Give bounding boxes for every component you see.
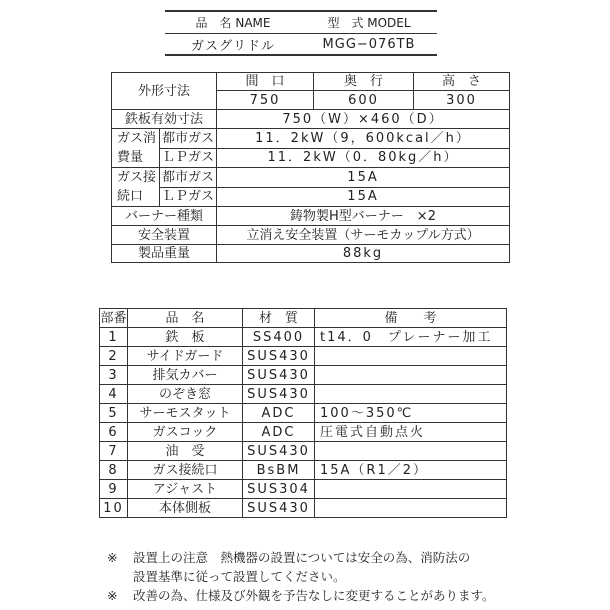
burner-label: バーナー種類: [112, 207, 217, 226]
plate-value: 750（W）×460（D）: [217, 110, 510, 129]
weight-label: 製品重量: [112, 245, 217, 263]
note-mark: ※: [107, 588, 118, 603]
table-row: [100, 385, 507, 404]
part-remarks: [315, 347, 507, 366]
part-number: 3: [100, 366, 128, 385]
part-name: ガスコック: [128, 423, 243, 442]
part-number: 4: [100, 385, 128, 404]
table-row: [100, 328, 507, 347]
note-line: 設置基準に従って設置してください。: [133, 569, 346, 584]
table-row: [100, 347, 507, 366]
model-label: 型 式 MODEL: [327, 16, 411, 30]
spec-table: [111, 72, 510, 263]
note-line: 設置上の注意 熱機器の設置については安全の為、消防法の: [133, 550, 471, 565]
safety-value: 立消え安全装置（サーモカップル方式）: [217, 226, 510, 245]
part-name: 油 受: [128, 442, 243, 461]
height-value: 300: [414, 91, 510, 110]
table-row: [100, 423, 507, 442]
connection-lp: 15A: [217, 187, 510, 207]
part-remarks: [315, 385, 507, 404]
part-remarks: t14．0 プレーナー加工: [315, 328, 507, 347]
note-line: 改善の為、仕様及び外観を予告なしに変更することがあります。: [133, 588, 495, 603]
parts-header: 品 名: [128, 309, 243, 328]
width-label: 間 口: [217, 73, 314, 91]
lp-gas-label: ＬＰガス: [160, 187, 217, 207]
part-name: のぞき窓: [128, 385, 243, 404]
lp-gas-label: ＬＰガス: [160, 148, 217, 168]
parts-header: 備 考: [315, 309, 507, 328]
part-remarks: 圧電式自動点火: [315, 423, 507, 442]
part-number: 8: [100, 461, 128, 480]
city-gas-label: 都市ガス: [160, 168, 217, 188]
weight-value: 88kg: [217, 245, 510, 263]
width-value: 750: [217, 91, 314, 110]
part-number: 1: [100, 328, 128, 347]
part-material: SUS430: [243, 347, 315, 366]
safety-label: 安全装置: [112, 226, 217, 245]
part-name: 排気カバー: [128, 366, 243, 385]
part-name: サイドガード: [128, 347, 243, 366]
gas-connection-label: ガス接続口: [112, 168, 160, 207]
product-name: ガスグリドル: [190, 38, 275, 54]
depth-label: 奥 行: [314, 73, 414, 91]
part-remarks: 100〜350℃: [315, 404, 507, 423]
part-name: サーモスタット: [128, 404, 243, 423]
table-row: [100, 499, 507, 518]
connection-city: 15A: [217, 168, 510, 188]
parts-header-row: [100, 309, 507, 328]
part-number: 6: [100, 423, 128, 442]
part-remarks: [315, 480, 507, 499]
part-material: SUS304: [243, 480, 315, 499]
table-row: [100, 461, 507, 480]
part-remarks: [315, 499, 507, 518]
parts-header: 材 質: [243, 309, 315, 328]
depth-value: 600: [314, 91, 414, 110]
gas-consumption-label: ガス消費量: [112, 129, 160, 168]
plate-label: 鉄板有効寸法: [112, 110, 217, 129]
part-remarks: 15A（R1／2）: [315, 461, 507, 480]
name-label: 品 名 NAME: [195, 16, 271, 30]
part-material: ADC: [243, 404, 315, 423]
consumption-city: 11．2kW（9，600kcal／h）: [217, 129, 510, 149]
table-row: [100, 480, 507, 499]
part-number: 2: [100, 347, 128, 366]
consumption-lp: 11．2kW（0．80kg／h）: [217, 148, 510, 168]
part-name: 本体側板: [128, 499, 243, 518]
burner-value: 鋳物製H型バーナー ×2: [217, 207, 510, 226]
product-model: MGG−076TB: [322, 36, 416, 52]
part-remarks: [315, 442, 507, 461]
part-remarks: [315, 366, 507, 385]
part-material: BsBM: [243, 461, 315, 480]
part-material: SUS430: [243, 442, 315, 461]
part-number: 10: [100, 499, 128, 518]
city-gas-label: 都市ガス: [160, 129, 217, 149]
notes: [107, 548, 495, 605]
note: [107, 548, 495, 586]
part-number: 5: [100, 404, 128, 423]
part-name: ガス接続口: [128, 461, 243, 480]
table-row: [100, 366, 507, 385]
note-mark: ※: [107, 550, 118, 565]
table-row: [100, 404, 507, 423]
parts-header: 部番: [100, 310, 127, 326]
product-header: [165, 10, 437, 56]
part-number: 9: [100, 480, 128, 499]
part-name: 鉄 板: [128, 328, 243, 347]
part-material: SS400: [243, 328, 315, 347]
part-name: アジャスト: [128, 480, 243, 499]
height-label: 高 さ: [414, 73, 510, 91]
part-material: SUS430: [243, 499, 315, 518]
table-row: [100, 442, 507, 461]
parts-table: [99, 308, 507, 518]
part-material: ADC: [243, 423, 315, 442]
part-number: 7: [100, 442, 128, 461]
note: [107, 586, 495, 605]
part-material: SUS430: [243, 385, 315, 404]
part-material: SUS430: [243, 366, 315, 385]
outer-dims-label: 外形寸法: [112, 73, 217, 110]
